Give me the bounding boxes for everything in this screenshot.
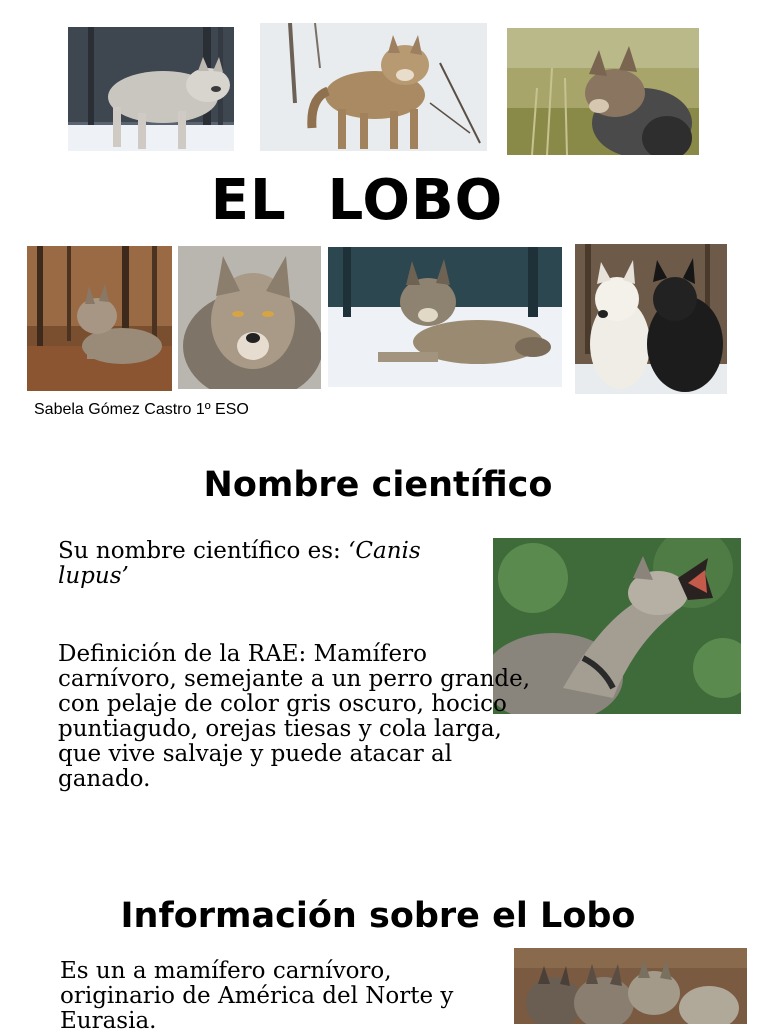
scientific-name-prefix: Su nombre científico es: <box>58 538 349 564</box>
photo-wolf-pack <box>514 948 747 1024</box>
photo-white-and-black-wolves <box>575 244 727 394</box>
author-credit: Sabela Gómez Castro 1º ESO <box>34 401 249 418</box>
scientific-name: ‘Canis lupus’ <box>58 538 421 589</box>
section-heading-nombre-cientifico: Nombre científico <box>203 465 553 505</box>
scientific-name-paragraph <box>58 539 478 589</box>
photo-wolf-face-portrait <box>178 246 321 389</box>
photo-wolf-walking-snow <box>260 23 487 151</box>
photo-wolf-autumn-forest <box>27 246 172 391</box>
section-heading-informacion: Información sobre el Lobo <box>120 896 636 936</box>
rae-definition-paragraph: Definición de la RAE: Mamífero carnívoro, semejante a un perro grande, con pelaje de color gris oscuro, hocico puntiagudo, orejas tiesas y cola larga, que vive salvaje y puede atacar al ganado. <box>58 641 531 792</box>
informacion-paragraph: Es un a mamífero carnívoro, originario de América del Norte y Eurasia. <box>60 958 454 1034</box>
photo-wolf-in-grass <box>507 28 699 155</box>
document-title: EL LOBO <box>210 168 504 233</box>
photo-wolf-lying-snow <box>328 247 562 387</box>
photo-wolf-snowy-forest <box>68 27 234 151</box>
